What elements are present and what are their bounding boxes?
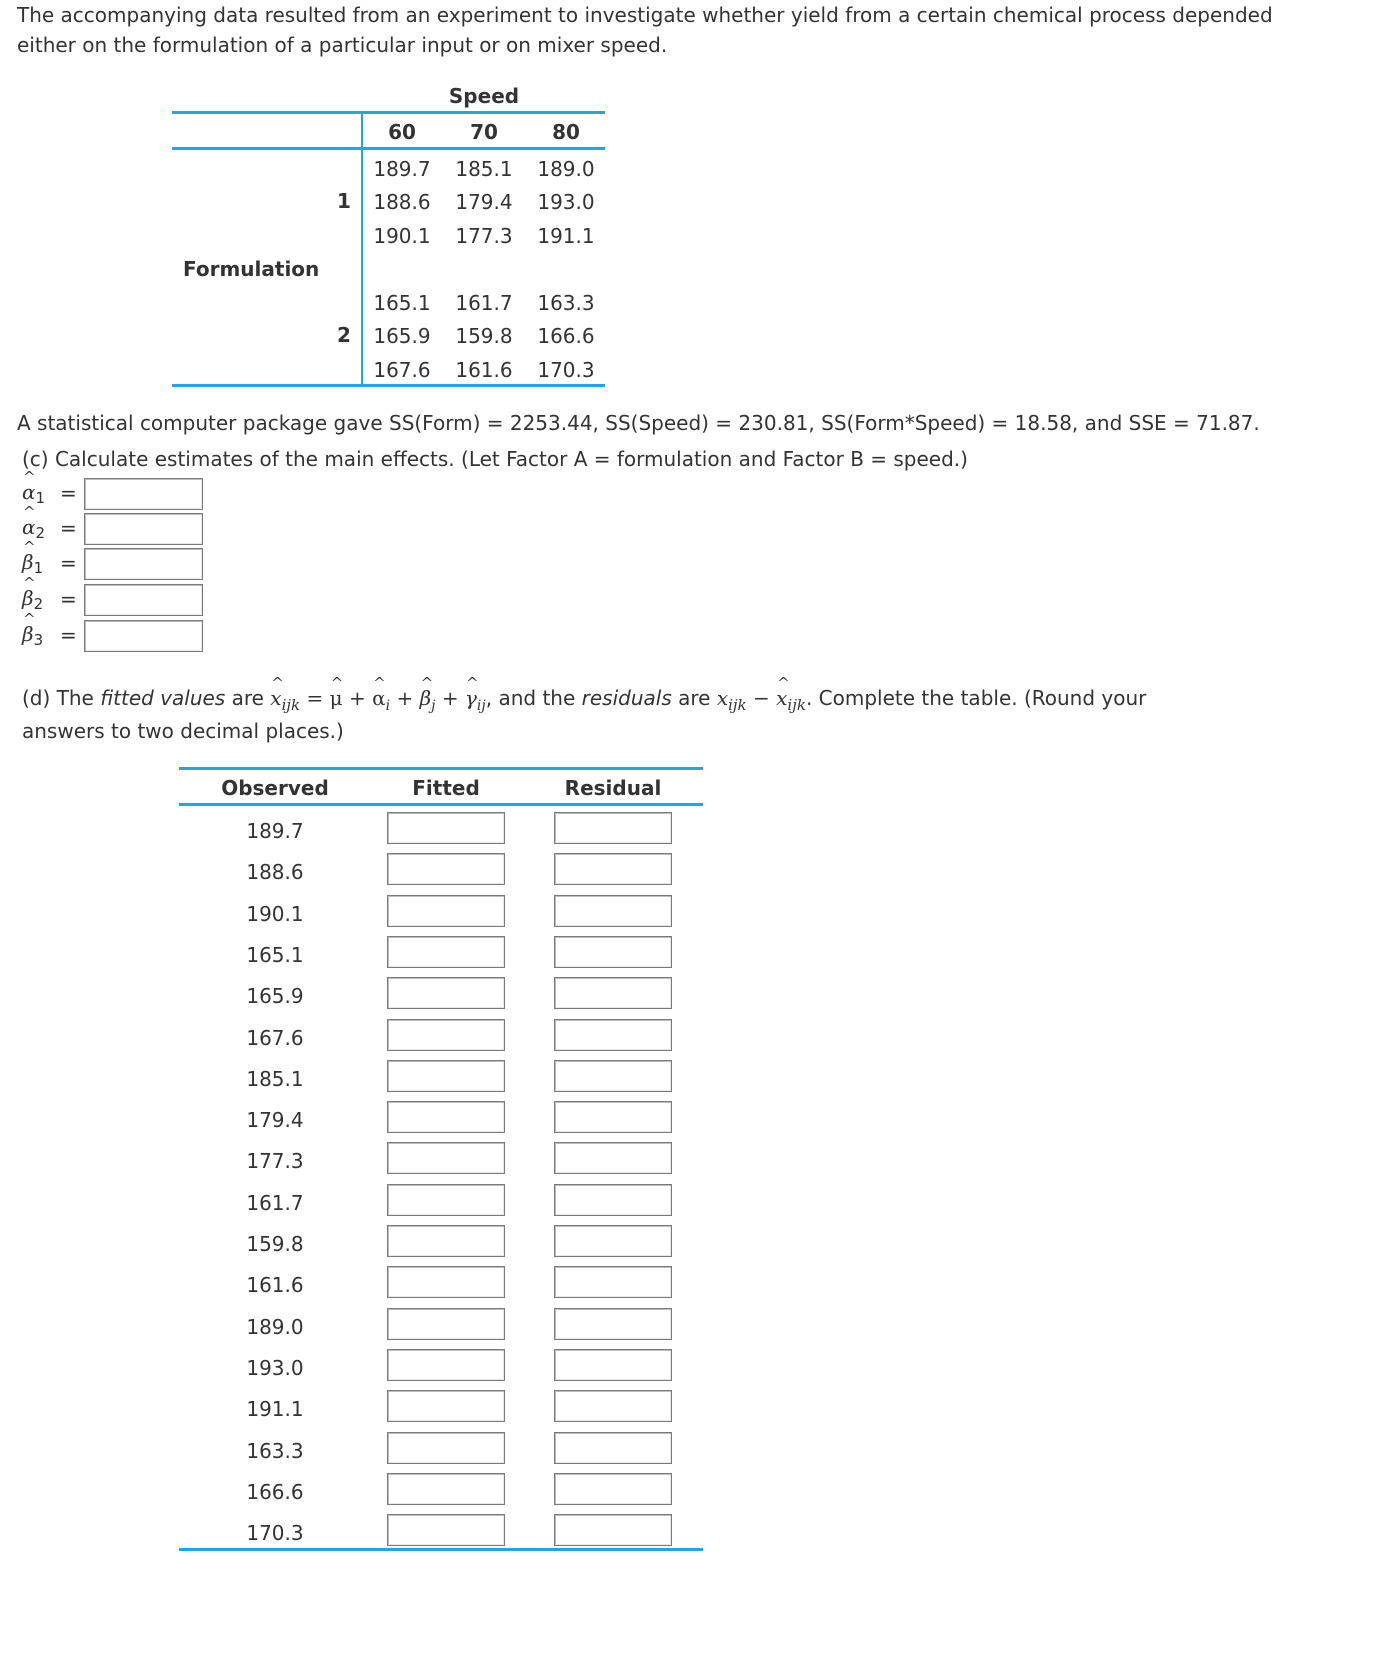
equals-sign: = [60, 481, 77, 505]
fit-table-bottom-rule [179, 1548, 703, 1551]
observed-value: 165.9 [246, 984, 304, 1008]
fitted-formula: = ^ μ + ^ $\alpha_i$ + ^ $\beta_j$ + ^ $\gamma_{ij}$ [306, 686, 485, 710]
table-bottom-rule [172, 384, 605, 387]
estimate-input[interactable] [84, 620, 203, 652]
residual-input[interactable] [554, 853, 672, 885]
estimate-input[interactable] [84, 584, 203, 616]
residual-input[interactable] [554, 1019, 672, 1051]
speed-header: Speed [448, 84, 520, 108]
residual-input[interactable] [554, 1101, 672, 1133]
data-cell: 185.1 [455, 157, 513, 181]
fitted-input[interactable] [387, 936, 505, 968]
residual-formula: $x_{ijk}$ − ^ $x_{ijk}$ [717, 686, 806, 710]
fitted-header: Fitted [412, 776, 480, 800]
observed-value: 191.1 [246, 1397, 304, 1421]
fitted-input[interactable] [387, 853, 505, 885]
residual-input[interactable] [554, 1308, 672, 1340]
fitted-input[interactable] [387, 1432, 505, 1464]
data-cell: 190.1 [373, 224, 431, 248]
estimate-input[interactable] [84, 478, 203, 510]
observed-value: 163.3 [246, 1439, 304, 1463]
observed-value: 188.6 [246, 860, 304, 884]
observed-value: 165.1 [246, 943, 304, 967]
estimate-symbol: ^ $\beta_3$ [22, 622, 43, 649]
data-cell: 165.9 [373, 324, 431, 348]
fitted-input[interactable] [387, 1390, 505, 1422]
residual-input[interactable] [554, 1514, 672, 1546]
estimate-symbol: ^ $\alpha_2$ [22, 515, 45, 542]
fitted-input[interactable] [387, 1225, 505, 1257]
residual-input[interactable] [554, 812, 672, 844]
equals-sign: = [60, 551, 77, 575]
data-cell: 193.0 [537, 190, 595, 214]
data-cell: 189.0 [537, 157, 595, 181]
observed-value: 161.6 [246, 1273, 304, 1297]
estimate-symbol: ^ $\beta_2$ [22, 586, 43, 613]
fitted-input[interactable] [387, 1473, 505, 1505]
observed-value: 166.6 [246, 1480, 304, 1504]
equals-sign: = [60, 623, 77, 647]
residual-input[interactable] [554, 1349, 672, 1381]
speed-80: 80 [552, 120, 580, 144]
observed-header: Observed [221, 776, 329, 800]
estimate-symbol: ^ $\beta_1$ [22, 550, 43, 577]
data-cell: 188.6 [373, 190, 431, 214]
residual-input[interactable] [554, 1060, 672, 1092]
data-cell: 177.3 [455, 224, 513, 248]
fitted-input[interactable] [387, 1101, 505, 1133]
data-cell: 166.6 [537, 324, 595, 348]
data-cell: 161.6 [455, 358, 513, 382]
residual-header: Residual [564, 776, 662, 800]
observed-value: 159.8 [246, 1232, 304, 1256]
data-cell: 163.3 [537, 291, 595, 315]
residual-input[interactable] [554, 1432, 672, 1464]
observed-value: 190.1 [246, 902, 304, 926]
data-cell: 161.7 [455, 291, 513, 315]
header-rule [172, 147, 605, 150]
fitted-input[interactable] [387, 1308, 505, 1340]
data-cell: 191.1 [537, 224, 595, 248]
table-top-rule [172, 111, 605, 114]
fitted-input[interactable] [387, 1514, 505, 1546]
estimate-input[interactable] [84, 513, 203, 545]
residual-input[interactable] [554, 1225, 672, 1257]
observed-value: 170.3 [246, 1521, 304, 1545]
data-cell: 165.1 [373, 291, 431, 315]
data-cell: 167.6 [373, 358, 431, 382]
observed-value: 189.7 [246, 819, 304, 843]
observed-value: 193.0 [246, 1356, 304, 1380]
speed-70: 70 [470, 120, 498, 144]
xhat-ijk: ^ $x_{ijk}$ [270, 686, 300, 710]
equals-sign: = [60, 587, 77, 611]
fitted-input[interactable] [387, 812, 505, 844]
intro-line-2: either on the formulation of a particular input or on mixer speed. [17, 33, 668, 57]
data-cell: 170.3 [537, 358, 595, 382]
residual-input[interactable] [554, 895, 672, 927]
estimate-input[interactable] [84, 548, 203, 580]
fitted-input[interactable] [387, 895, 505, 927]
fitted-input[interactable] [387, 1184, 505, 1216]
residual-input[interactable] [554, 1266, 672, 1298]
observed-value: 179.4 [246, 1108, 304, 1132]
residual-input[interactable] [554, 1142, 672, 1174]
fitted-input[interactable] [387, 1349, 505, 1381]
fit-table-header-rule [179, 803, 703, 806]
equals-sign: = [60, 516, 77, 540]
formulation-header: Formulation [183, 257, 320, 281]
formulation-1-label: 1 [337, 189, 351, 213]
fitted-input[interactable] [387, 977, 505, 1009]
observed-value: 185.1 [246, 1067, 304, 1091]
residual-input[interactable] [554, 1473, 672, 1505]
residual-input[interactable] [554, 977, 672, 1009]
fitted-input[interactable] [387, 1060, 505, 1092]
fitted-input[interactable] [387, 1019, 505, 1051]
observed-value: 189.0 [246, 1315, 304, 1339]
stats-line: A statistical computer package gave SS(Form) = 2253.44, SS(Speed) = 230.81, SS(Form*Speed) = 18.58, and SSE = 71.87. [17, 411, 1260, 435]
part-d-line-2: answers to two decimal places.) [22, 719, 344, 743]
part-d-prompt: (d) The fitted values are ^ $x_{ijk}$ = ^ μ + ^ $\alpha_i$ + ^ $\beta_j$ + ^ $\gamma_{ij}$, and the residuals are $x_{ijk}$ − ^ $x_{ijk}$. Complete the table. (Round your [22, 686, 1146, 714]
residual-input[interactable] [554, 1184, 672, 1216]
fitted-input[interactable] [387, 1142, 505, 1174]
residual-input[interactable] [554, 1390, 672, 1422]
observed-value: 161.7 [246, 1191, 304, 1215]
part-c-prompt: (c) Calculate estimates of the main effects. (Let Factor A = formulation and Factor B = speed.) [22, 447, 968, 471]
data-cell: 189.7 [373, 157, 431, 181]
data-cell: 179.4 [455, 190, 513, 214]
residual-input[interactable] [554, 936, 672, 968]
estimate-symbol: ^ $\alpha_1$ [22, 480, 45, 507]
observed-value: 167.6 [246, 1026, 304, 1050]
data-cell: 159.8 [455, 324, 513, 348]
observed-value: 177.3 [246, 1149, 304, 1173]
intro-line-1: The accompanying data resulted from an experiment to investigate whether yield from a certain chemical process depended [17, 3, 1273, 27]
formulation-2-label: 2 [337, 323, 351, 347]
speed-60: 60 [388, 120, 416, 144]
fitted-input[interactable] [387, 1266, 505, 1298]
fit-table-top-rule [179, 767, 703, 770]
